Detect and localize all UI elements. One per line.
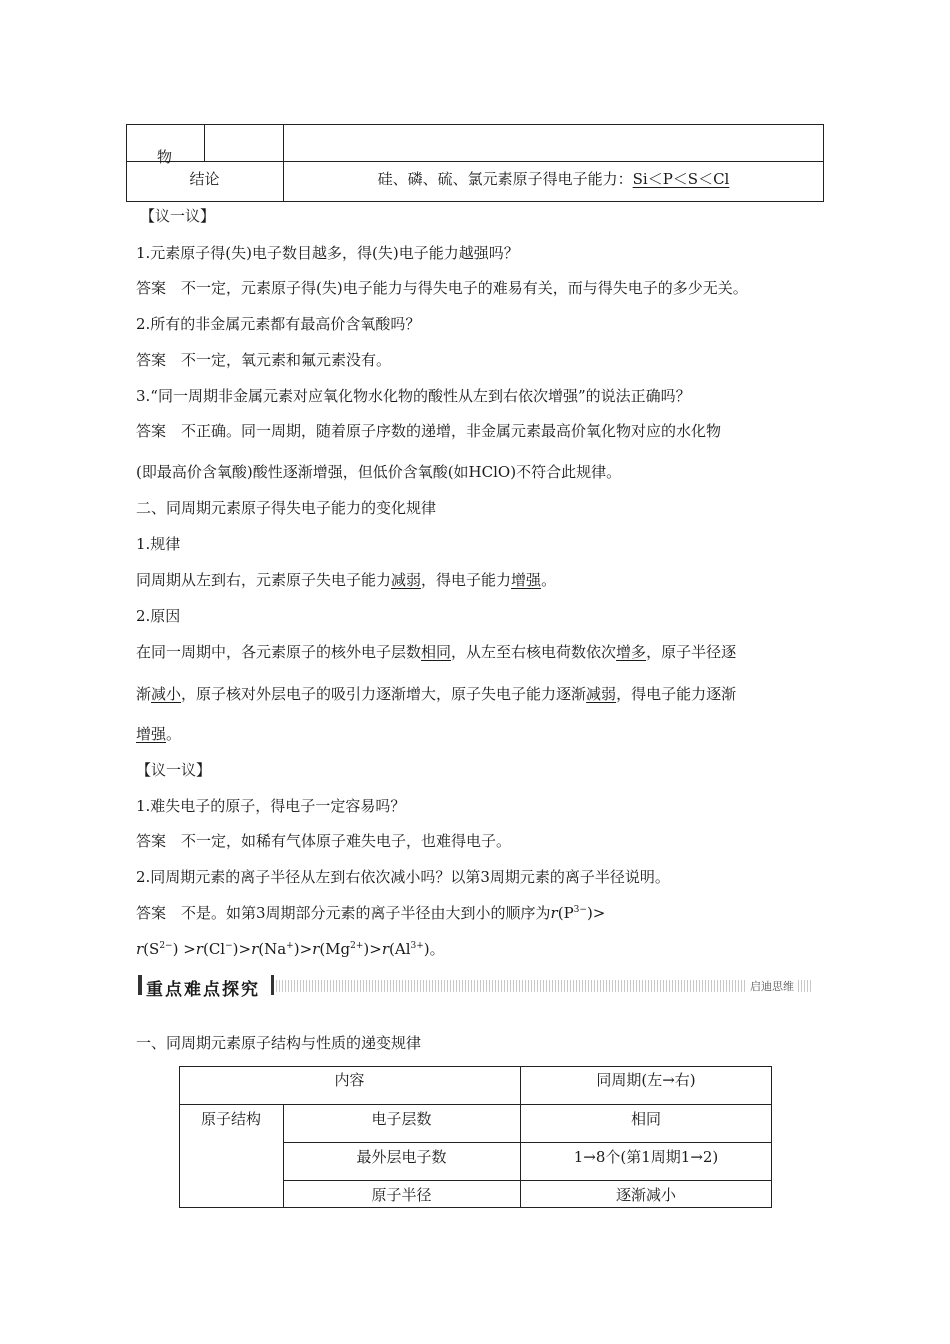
table-row-item: 原子半径 xyxy=(371,1186,432,1204)
ion-tail: ) > xyxy=(172,940,196,958)
ion-symbol: (Na xyxy=(258,940,287,958)
ion-charge: − xyxy=(225,941,233,951)
underlined-answer: 减小 xyxy=(151,685,182,703)
underlined-answer: 相同 xyxy=(421,643,452,661)
ion-charge: 2− xyxy=(159,941,173,951)
top-table-border xyxy=(126,124,824,202)
ion-symbol: (Al xyxy=(389,940,411,958)
top-table-conclusion-label: 结论 xyxy=(189,170,220,188)
discuss2-a1: 答案 不一定，如稀有气体原子难失电子，也难得电子。 xyxy=(136,832,512,850)
underlined-answer: 增多 xyxy=(616,643,647,661)
text-span: ，原子核对外层电子的吸引力逐渐增大，原子失电子能力逐渐 xyxy=(181,685,587,703)
underlined-answer: 增强 xyxy=(511,571,542,589)
radius-symbol: r xyxy=(381,940,390,958)
top-table-conclusion-text xyxy=(283,168,824,189)
ion-tail: )> xyxy=(586,904,606,922)
text-span: 。 xyxy=(541,571,557,589)
text-span: ，得电子能力逐渐 xyxy=(616,685,737,703)
table-row-value: 相同 xyxy=(630,1110,661,1128)
discuss1-a1: 答案 不一定，元素原子得(失)电子能力与得失电子的难易有关，而与得失电子的多少无关。 xyxy=(136,279,748,297)
text-span: 。 xyxy=(166,725,182,743)
text-span: 同周期从左到右，元素原子失电子能力 xyxy=(136,571,392,589)
table-hline xyxy=(283,1142,772,1143)
ion-charge: 3− xyxy=(573,905,587,915)
table-row-value: 1→8个(第1周期1→2) xyxy=(573,1148,719,1166)
discuss1-q1: 1.元素原子得(失)电子数目越多，得(失)电子能力越强吗？ xyxy=(136,244,519,262)
underlined-answer: 增强 xyxy=(136,725,167,743)
table-row-item: 电子层数 xyxy=(371,1110,432,1128)
banner-left-bar xyxy=(138,975,142,995)
ion-charge: + xyxy=(286,941,294,951)
conclusion-answer: Si＜P＜S＜Cl xyxy=(632,170,730,188)
top-table-row1-left: 物 xyxy=(157,148,173,166)
ion-symbol: (Mg xyxy=(319,940,351,958)
table-group-label: 原子结构 xyxy=(200,1110,261,1128)
ion-symbol: (S xyxy=(143,940,160,958)
banner-dotted-strip xyxy=(276,980,812,992)
radius-symbol: r xyxy=(251,940,259,958)
ion-symbol: (Cl xyxy=(202,940,226,958)
section3-title: 一、同周期元素原子结构与性质的递变规律 xyxy=(136,1034,422,1052)
discuss2-a2-line2 xyxy=(136,939,445,959)
section2-reason-line1 xyxy=(136,642,736,662)
discuss1-a3-line2: (即最高价含氧酸)酸性逐渐增强，但低价含氧酸(如HClO)不符合此规律。 xyxy=(136,463,622,481)
section2-reason-line2 xyxy=(136,684,736,704)
section2-title: 二、同周期元素原子得失电子能力的变化规律 xyxy=(136,499,437,517)
text-span: ，原子半径逐 xyxy=(646,643,737,661)
section2-reason-line3 xyxy=(136,724,181,744)
text-span: ，得电子能力 xyxy=(421,571,512,589)
radius-symbol: r xyxy=(550,904,558,922)
table-hline xyxy=(179,1104,772,1105)
table-row-item: 最外层电子数 xyxy=(356,1148,447,1166)
discuss2-q2: 2.同周期元素的离子半径从左到右依次减小吗？以第3周期元素的离子半径说明。 xyxy=(136,868,670,886)
top-table-col-divider-a xyxy=(204,124,205,161)
table-header-content: 内容 xyxy=(334,1071,365,1089)
discuss2-a2-line1 xyxy=(136,903,605,923)
ion-tail: )> xyxy=(363,940,382,958)
table-header-period: 同周期(左→右) xyxy=(596,1071,696,1089)
text-span: 渐 xyxy=(136,685,152,703)
text-span: 答案 不是。如第3周期部分元素的离子半径由大到小的顺序为 xyxy=(136,904,551,922)
discuss1-q2: 2.所有的非金属元素都有最高价含氧酸吗？ xyxy=(136,315,421,333)
ion-charge: 3+ xyxy=(410,941,424,951)
discuss2-q1: 1.难失电子的原子，得电子一定容易吗？ xyxy=(136,797,406,815)
discuss1-a3-line1: 答案 不正确。同一周期，随着原子序数的递增，非金属元素最高价氧化物对应的水化物 xyxy=(136,422,722,440)
radius-symbol: r xyxy=(136,940,144,958)
ion-tail: )> xyxy=(293,940,313,958)
ion-tail: )> xyxy=(232,940,252,958)
section2-rule-heading: 1.规律 xyxy=(136,535,181,553)
radius-symbol: r xyxy=(195,940,203,958)
discuss2-heading: 【议一议】 xyxy=(136,761,212,779)
table-row-value: 逐渐减小 xyxy=(615,1186,676,1204)
banner-divider xyxy=(271,975,274,995)
underlined-answer: 减弱 xyxy=(586,685,617,703)
top-table-col-divider-b xyxy=(283,124,284,202)
discuss1-a2: 答案 不一定，氧元素和氟元素没有。 xyxy=(136,351,392,369)
underlined-answer: 减弱 xyxy=(391,571,422,589)
table-hline xyxy=(283,1180,772,1181)
radius-symbol: r xyxy=(312,940,320,958)
text-span: 在同一周期中，各元素原子的核外电子层数 xyxy=(136,643,422,661)
ion-tail: )。 xyxy=(423,940,445,958)
conclusion-prefix: 硅、磷、硫、氯元素原子得电子能力： xyxy=(377,170,633,188)
text-span: ，从左至右核电荷数依次 xyxy=(451,643,617,661)
top-table-row-divider xyxy=(126,161,824,162)
discuss1-q3: 3.“同一周期非金属元素对应氧化物水化物的酸性从左到右依次增强”的说法正确吗？ xyxy=(136,387,691,405)
banner-title: 重点难点探究 xyxy=(146,980,260,1000)
banner-tag: 启迪思维 xyxy=(746,978,798,994)
section2-rule-text xyxy=(136,570,556,590)
ion-charge: 2+ xyxy=(350,941,364,951)
discuss1-heading: 【议一议】 xyxy=(140,207,216,225)
section2-reason-heading: 2.原因 xyxy=(136,607,181,625)
ion-symbol: (P xyxy=(557,904,574,922)
